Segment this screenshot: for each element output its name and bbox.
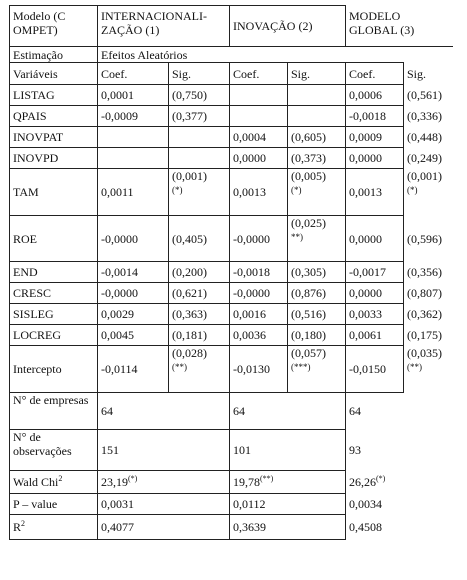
coef-cell: -0,0114 [98,346,169,393]
coef-cell: 0,0000 [346,148,404,169]
stats-row-empresas [10,393,453,430]
r2-label: R [13,520,22,534]
stat-value-2 [230,471,346,494]
sig-value: (0,001) [407,168,442,183]
table-row [10,127,453,148]
stat-value-3 [346,471,453,494]
var-name: LOCREG [10,325,98,346]
sig-cell: (0,373) [288,148,346,169]
header-internacionalizacao: INTERNACIONALI-ZAÇÃO (1) [98,6,230,47]
stat-value-2: 101 [230,430,346,471]
wald-mark: (*) [376,474,386,483]
header-modelo-global: MODELO GLOBAL (3) [346,6,453,47]
wald-mark: (**) [260,474,274,483]
coef-cell: 0,0009 [346,127,404,148]
wald-value: 23,19 [101,475,128,489]
table-row [10,283,453,304]
table-row [10,106,453,127]
var-name: INOVPAT [10,127,98,148]
coef-cell: -0,0014 [98,262,169,283]
coef-cell: 0,0000 [346,283,404,304]
coef-cell: 0,0000 [346,216,404,262]
sig-cell: (0,405) [169,216,230,262]
significance-mark: (*) [172,185,183,195]
significance-mark: (***) [291,362,311,372]
wald-superscript: 2 [58,474,63,483]
sig-header-2: Sig. [288,63,346,85]
sig-cell: (0,605) [288,127,346,148]
estimation-label: Estimação [10,47,98,63]
stats-row-wald [10,471,453,494]
stat-value-1 [98,471,230,494]
sig-cell: (0,377) [169,106,230,127]
sig-value: (0,025) [291,216,326,230]
var-name: INOVPD [10,148,98,169]
coef-cell: -0,0009 [98,106,169,127]
sig-cell: (0,356) [404,262,453,283]
sig-cell [288,216,346,262]
coef-cell: -0,0000 [98,216,169,262]
stat-value-1: 151 [98,430,230,471]
stat-value-3: 0,0034 [346,494,453,515]
sig-cell: (0,561) [404,85,453,106]
sig-cell [288,106,346,127]
coef-header-3: Coef. [346,63,404,85]
estimation-value: Efeitos Aleatórios [98,47,453,63]
coef-cell: 0,0006 [346,85,404,106]
coef-cell: -0,0000 [98,283,169,304]
regression-table [9,5,453,540]
sig-value: (0,035) [407,345,442,360]
sig-cell: (0,249) [404,148,453,169]
sig-cell: (0,516) [288,304,346,325]
sig-cell: (0,596) [404,216,453,262]
var-name: CRESC [10,283,98,304]
subheader-row [10,63,453,85]
coef-cell: -0,0018 [230,262,288,283]
wald-value: 19,78 [233,475,260,489]
coef-cell: -0,0150 [346,346,404,393]
coef-cell: -0,0017 [346,262,404,283]
stat-value-2: 64 [230,393,346,430]
sig-cell [288,346,346,393]
header-model-label: Modelo (C OMPET) [10,6,98,47]
wald-mark: (*) [128,474,138,483]
sig-cell: (0,362) [404,304,453,325]
stat-label: N° de empresas [10,393,98,430]
coef-cell: 0,0061 [346,325,404,346]
coef-cell: 0,0033 [346,304,404,325]
sig-cell: (0,175) [404,325,453,346]
table-row [10,304,453,325]
var-name: ROE [10,216,98,262]
table-row [10,216,453,262]
wald-label: Wald Chi [13,475,59,489]
sig-cell: (0,363) [169,304,230,325]
sig-cell [169,346,230,393]
sig-cell [404,346,453,393]
stat-value-1: 64 [98,393,230,430]
coef-cell: -0,0000 [230,283,288,304]
table-row [10,85,453,106]
sig-cell: (0,180) [288,325,346,346]
table-row [10,169,453,216]
coef-cell: 0,0011 [98,169,169,216]
coef-cell: -0,0000 [230,216,288,262]
sig-value: (0,001) [172,169,207,183]
stat-value-1: 0,0031 [98,494,230,515]
var-name: TAM [10,169,98,216]
stat-value-3: 0,4508 [346,515,453,540]
sig-cell: (0,336) [404,106,453,127]
variables-label: Variáveis [10,63,98,85]
coef-cell: -0,0130 [230,346,288,393]
sig-value: (0,028) [172,346,207,360]
stats-row-observacoes [10,430,453,471]
coef-cell: 0,0029 [98,304,169,325]
coef-cell: 0,0045 [98,325,169,346]
sig-header-1: Sig. [169,63,230,85]
stat-label [10,471,98,494]
coef-cell: 0,0016 [230,304,288,325]
header-inovacao: INOVAÇÃO (2) [230,6,346,47]
sig-cell: (0,305) [288,262,346,283]
table-row [10,325,453,346]
coef-cell: 0,0036 [230,325,288,346]
sig-header-3: Sig. [404,63,453,85]
stats-row-r2 [10,515,453,540]
estimation-row [10,47,453,63]
table-row [10,346,453,393]
coef-cell: -0,0018 [346,106,404,127]
significance-mark: (**) [172,362,187,372]
r2-superscript: 2 [21,519,26,528]
var-name: END [10,262,98,283]
sig-cell [169,148,230,169]
sig-cell: (0,621) [169,283,230,304]
coef-cell [230,85,288,106]
significance-mark: (**) [407,361,422,372]
sig-cell [169,169,230,216]
coef-cell: 0,0004 [230,127,288,148]
sig-cell [288,85,346,106]
stat-value-2: 0,0112 [230,494,346,515]
coef-cell: 0,0013 [230,169,288,216]
table-row [10,262,453,283]
stat-value-1: 0,4077 [98,515,230,540]
coef-cell [98,148,169,169]
sig-value: (0,057) [291,346,326,360]
sig-cell [288,169,346,216]
stat-value-3: 93 [346,430,453,471]
significance-mark: (*) [291,185,302,195]
var-name: SISLEG [10,304,98,325]
table-row [10,148,453,169]
significance-mark: **) [291,232,303,242]
coef-header-1: Coef. [98,63,169,85]
stat-label: P – value [10,494,98,515]
var-name: QPAIS [10,106,98,127]
stat-value-2: 0,3639 [230,515,346,540]
coef-cell [230,106,288,127]
stats-row-pvalue [10,494,453,515]
wald-value: 26,26 [349,475,376,489]
sig-value: (0,005) [291,169,326,183]
stat-value-3: 64 [346,393,453,430]
var-name: LISTAG [10,85,98,106]
coef-cell: 0,0000 [230,148,288,169]
header-row [10,6,453,47]
sig-cell: (0,448) [404,127,453,148]
sig-cell: (0,807) [404,283,453,304]
significance-mark: (*) [407,184,418,195]
sig-cell: (0,181) [169,325,230,346]
stat-label: N° de observações [10,430,98,471]
sig-cell [404,169,453,216]
sig-cell: (0,200) [169,262,230,283]
sig-cell: (0,876) [288,283,346,304]
coef-cell [98,127,169,148]
sig-cell [169,127,230,148]
coef-cell: 0,0001 [98,85,169,106]
coef-header-2: Coef. [230,63,288,85]
stat-label [10,515,98,540]
var-name: Intercepto [10,346,98,393]
sig-cell: (0,750) [169,85,230,106]
coef-cell: 0,0013 [346,169,404,216]
